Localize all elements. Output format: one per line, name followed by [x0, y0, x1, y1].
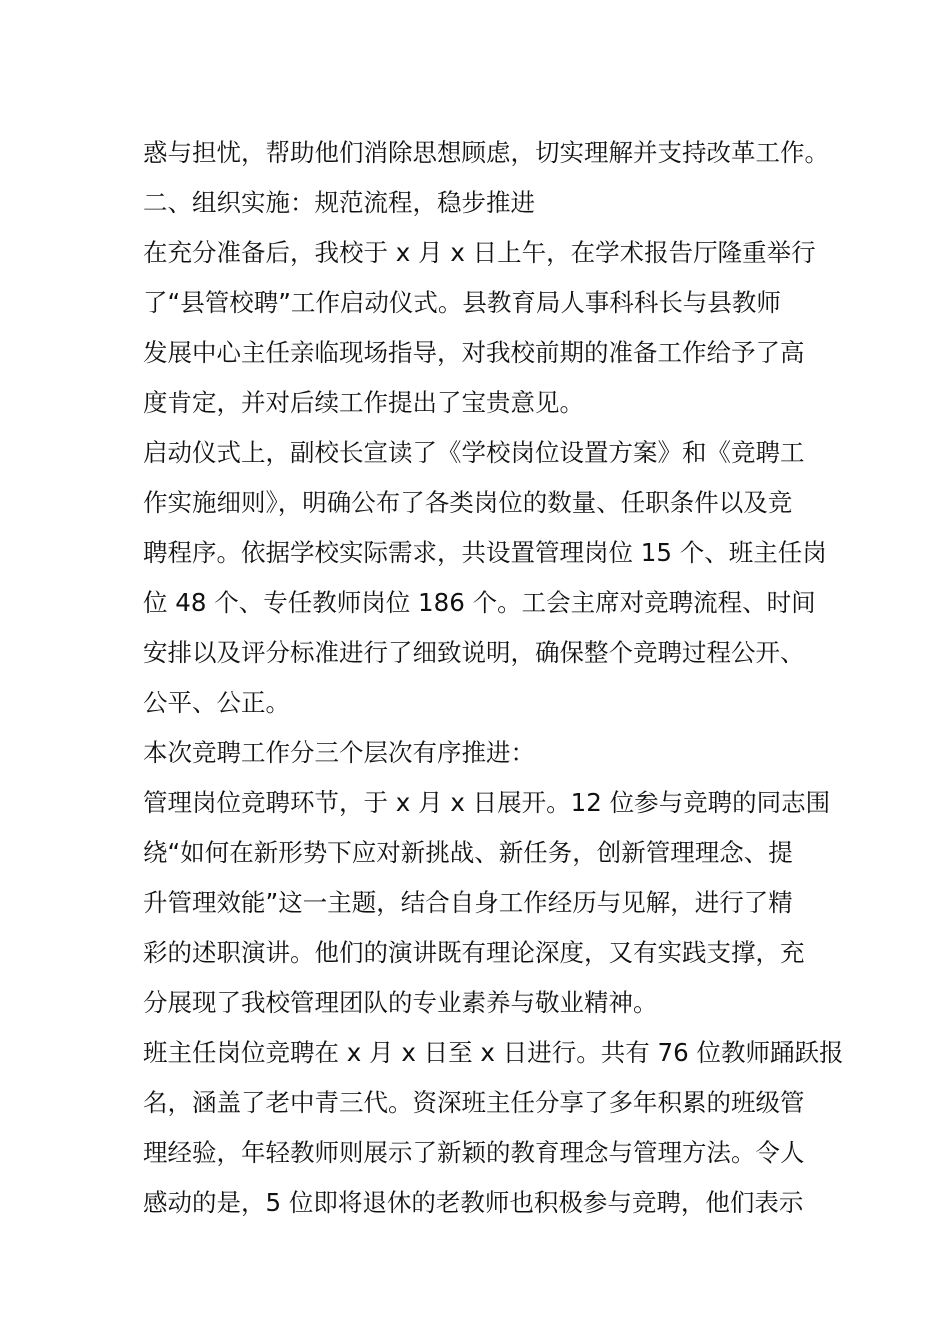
text-line: 聘程序。依据学校实际需求，共设置管理岗位 15 个、班主任岗 — [143, 538, 827, 567]
text-line: 度肯定，并对后续工作提出了宝贵意见。 — [143, 388, 584, 417]
text-line: 公平、公正。 — [143, 688, 290, 717]
text-line: 管理岗位竞聘环节，于 x 月 x 日展开。12 位参与竞聘的同志围 — [143, 788, 831, 817]
paragraph-launch-ceremony — [143, 228, 816, 428]
text-line: 绕“如何在新形势下应对新挑战、新任务，创新管理理念、提 — [143, 838, 793, 867]
text-line: 彩的述职演讲。他们的演讲既有理论深度，又有实践支撑，充 — [143, 938, 805, 967]
text-line: 了“县管校聘”工作启动仪式。县教育局人事科科长与县教师 — [143, 288, 781, 317]
text-line: 分展现了我校管理团队的专业素养与敬业精神。 — [143, 988, 658, 1017]
document-body — [143, 128, 844, 1228]
text-line: 本次竞聘工作分三个层次有序推进： — [143, 738, 535, 767]
text-line: 名，涵盖了老中青三代。资深班主任分享了多年积累的班级管 — [143, 1088, 805, 1117]
text-line: 二、组织实施：规范流程，稳步推进 — [143, 188, 535, 217]
text-line: 感动的是，5 位即将退休的老教师也积极参与竞聘，他们表示 — [143, 1188, 804, 1217]
text-line: 启动仪式上，副校长宣读了《学校岗位设置方案》和《竞聘工 — [143, 438, 805, 467]
text-line: 位 48 个、专任教师岗位 186 个。工会主席对竞聘流程、时间 — [143, 588, 816, 617]
text-line: 作实施细则》，明确公布了各类岗位的数量、任职条件以及竞 — [143, 488, 793, 517]
text-line: 惑与担忧，帮助他们消除思想顾虑，切实理解并支持改革工作。 — [143, 138, 829, 167]
text-line: 安排以及评分标准进行了细致说明，确保整个竞聘过程公开、 — [143, 638, 805, 667]
text-line: 发展中心主任亲临现场指导，对我校前期的准备工作给予了高 — [143, 338, 805, 367]
paragraph-class-teacher-positions — [143, 1028, 844, 1228]
text-line: 理经验，年轻教师则展示了新颖的教育理念与管理方法。令人 — [143, 1138, 805, 1167]
paragraph-positions — [143, 428, 827, 728]
text-line: 升管理效能”这一主题，结合自身工作经历与见解，进行了精 — [143, 888, 793, 917]
paragraph-continuation — [143, 128, 829, 178]
paragraph-management-positions — [143, 778, 831, 1028]
paragraph-three-levels — [143, 728, 813, 778]
section-heading — [143, 178, 813, 228]
text-line: 班主任岗位竞聘在 x 月 x 日至 x 日进行。共有 76 位教师踊跃报 — [143, 1038, 844, 1067]
text-line: 在充分准备后，我校于 x 月 x 日上午，在学术报告厅隆重举行 — [143, 238, 816, 267]
